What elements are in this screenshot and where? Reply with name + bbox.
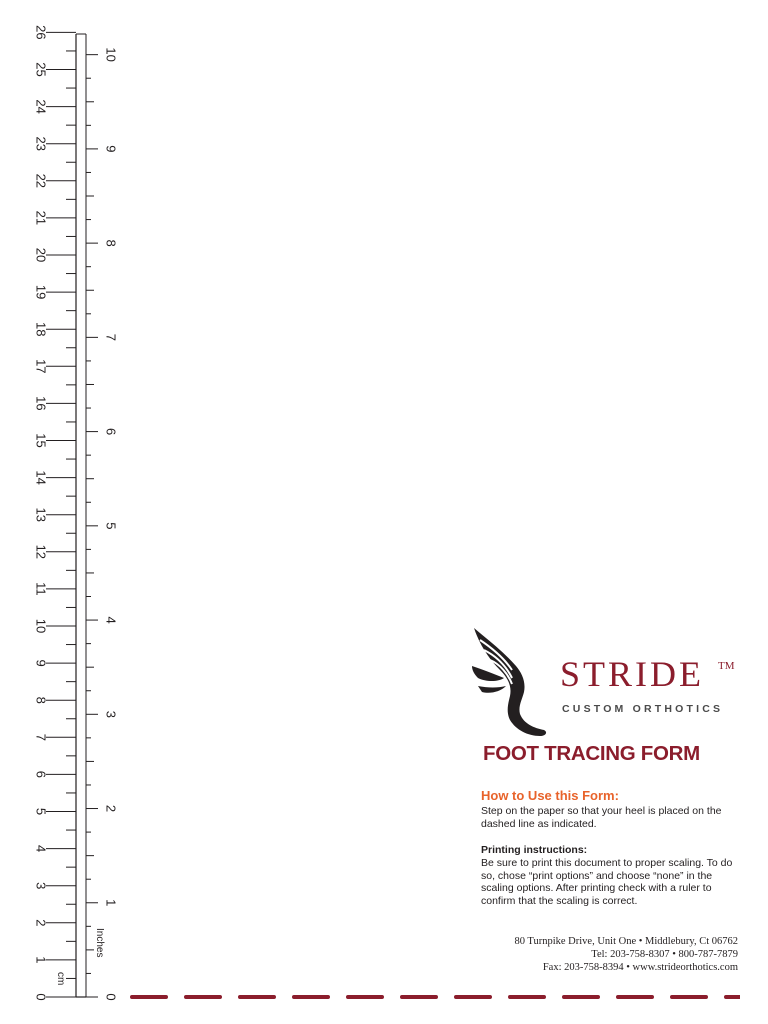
cm-tick-label: 6: [33, 770, 49, 779]
phone-line: Tel: 203-758-8307 • 800-787-7879: [591, 949, 738, 960]
measuring-ruler: [0, 0, 140, 1024]
how-to-text: Step on the paper so that your heel is placed on the dashed line as indicated.: [481, 805, 722, 830]
cm-tick-label: 11: [33, 582, 49, 596]
inch-tick-label: 10: [103, 47, 119, 62]
printing-heading: Printing instructions:: [481, 844, 588, 856]
ruler-ticks: [46, 32, 98, 997]
cm-tick-label: 12: [33, 544, 49, 560]
heel-placement-dashed-line: [128, 993, 740, 1001]
cm-tick-label: 4: [33, 844, 49, 853]
cm-tick-label: 23: [33, 136, 49, 151]
cm-tick-label: 3: [33, 882, 49, 890]
cm-tick-label: 15: [33, 433, 49, 448]
inch-tick-label: 5: [103, 522, 119, 530]
brand-name: STRIDE: [560, 654, 704, 694]
cm-tick-label: 16: [33, 396, 49, 411]
cm-tick-label: 2: [33, 919, 49, 927]
inch-tick-label: 1: [103, 899, 119, 907]
cm-tick-label: 18: [33, 321, 49, 337]
how-to-heading: How to Use this Form:: [481, 788, 619, 803]
cm-tick-label: 14: [33, 470, 49, 485]
cm-tick-label: 10: [33, 618, 49, 634]
inch-tick-label: 2: [103, 804, 119, 813]
fax-web-line: Fax: 203-758-8394 • www.strideorthotics.com: [542, 962, 738, 973]
inch-tick-label: 7: [103, 333, 119, 341]
inch-tick-label: 4: [103, 616, 119, 624]
trademark-mark: TM: [718, 660, 735, 672]
cm-tick-label: 13: [33, 507, 49, 522]
cm-tick-label: 7: [33, 733, 49, 741]
cm-tick-label: 8: [33, 696, 49, 704]
inch-tick-label: 0: [103, 993, 119, 1001]
inch-tick-label: 3: [103, 710, 119, 718]
inch-tick-label: 6: [103, 427, 119, 436]
printing-text: Be sure to print this document to proper scaling. To do so, chose “print options” and choose “none” in the scaling options. After printing check with a ruler to confirm that the scaling is correct.: [481, 857, 733, 907]
cm-tick-label: 19: [33, 284, 49, 300]
cm-unit-label: cm: [55, 972, 66, 986]
cm-tick-label: 1: [33, 956, 49, 964]
winged-foot-logo: [470, 626, 550, 738]
cm-tick-label: 17: [33, 359, 49, 374]
inches-unit-label: Inches: [94, 928, 105, 958]
brand-tagline: CUSTOM ORTHOTICS: [562, 703, 724, 715]
cm-tick-label: 22: [33, 173, 49, 189]
inch-tick-label: 8: [103, 239, 119, 247]
cm-tick-label: 9: [33, 659, 49, 667]
inch-tick-label: 9: [103, 145, 119, 153]
cm-tick-label: 24: [33, 99, 49, 114]
cm-tick-label: 5: [33, 807, 49, 816]
cm-tick-label: 25: [33, 62, 49, 77]
cm-tick-label: 26: [33, 25, 49, 40]
cm-tick-label: 20: [33, 247, 49, 263]
cm-tick-label: 21: [33, 210, 49, 226]
form-title: FOOT TRACING FORM: [483, 742, 700, 765]
cm-tick-label: 0: [33, 993, 49, 1001]
address-line: 80 Turnpike Drive, Unit One • Middlebury, Ct 06762: [514, 936, 738, 947]
